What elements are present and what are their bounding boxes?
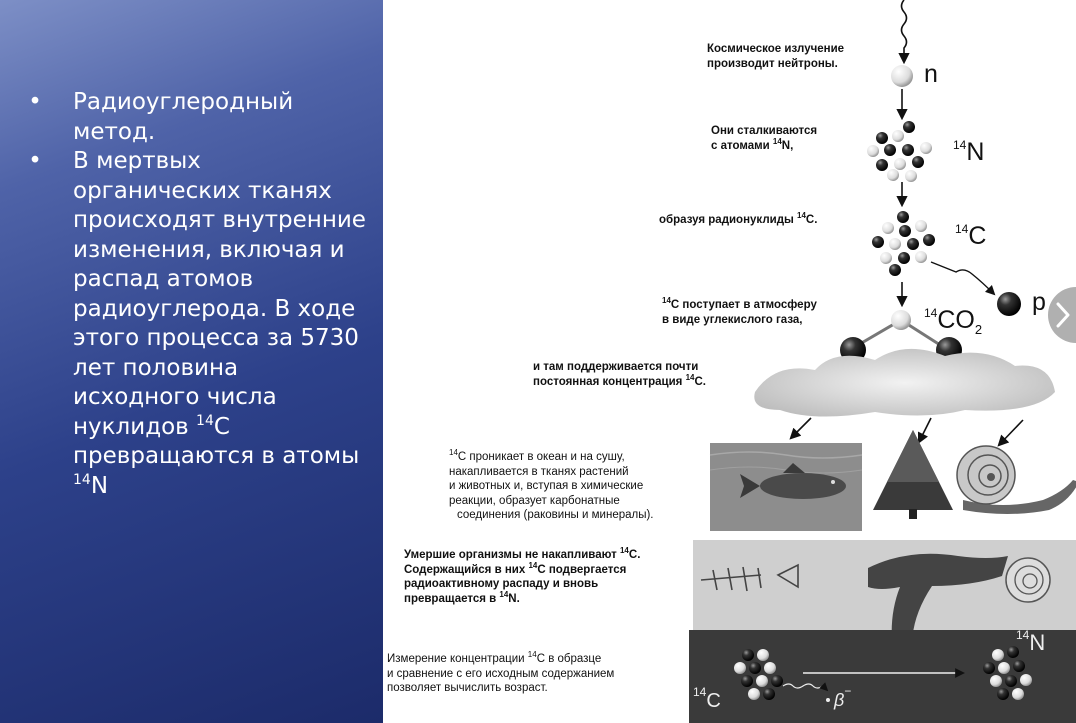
nitrogen-14-cluster — [867, 121, 932, 182]
caption-text: C. — [628, 549, 641, 561]
caption-line: накапливается в тканях растений — [449, 465, 629, 478]
subscript: 2 — [974, 322, 983, 337]
caption-text: C поступает в атмосферу — [670, 299, 817, 311]
caption-text: Содержащийся в них — [404, 563, 529, 576]
beta-symbol: β — [834, 690, 845, 710]
neutron-ball — [891, 65, 913, 87]
caption-text: превращается в — [404, 592, 500, 605]
proton-ball — [997, 292, 1021, 316]
collide-label — [711, 124, 817, 153]
caption-line: радиоактивному распаду и вновь — [404, 578, 599, 590]
diagram-panel — [383, 0, 1076, 723]
caption-text: C. — [805, 214, 818, 226]
form-label — [659, 213, 817, 228]
bullet-list — [28, 88, 368, 501]
element-symbol: N — [1029, 630, 1046, 655]
ocean-label — [449, 450, 654, 523]
bullet-item — [28, 88, 368, 147]
caption-line: в виде углекислого газа, — [662, 313, 803, 326]
caption-line: соединения (раковины и минералы). — [457, 509, 654, 521]
caption-line: Они сталкиваются — [711, 125, 818, 137]
caption-text: образуя радионуклиды — [659, 214, 798, 226]
caption-line: производит нейтроны. — [707, 57, 838, 70]
neutron-label: n — [924, 60, 938, 88]
caption-text: C проникает в океан и на сушу, — [457, 451, 625, 463]
co2-label — [924, 306, 982, 335]
bullet-text: В мертвых органических тканях происходят внутренние изменения, включая и распад атомов радиоуглерода. В ходе этого процесса за 5730 лет половина исходного числа нуклидов — [73, 148, 366, 440]
isotope-superscript: 14 — [662, 296, 671, 305]
caption-line: и там поддерживается почти — [533, 361, 699, 373]
isotope-superscript: 14 — [527, 650, 537, 659]
measurement-label — [387, 652, 614, 696]
arrow-down — [999, 420, 1023, 445]
fir-tree — [873, 430, 953, 519]
proton-arrow — [931, 262, 994, 294]
caption-line — [404, 548, 640, 563]
superscript: − — [844, 684, 852, 698]
isotope-superscript: 14 — [449, 448, 458, 457]
caption-line — [711, 136, 817, 154]
proton-label: p — [1032, 288, 1046, 316]
carbon-14-cluster — [872, 211, 935, 276]
cosmic-ray-arrow — [902, 0, 907, 62]
caption-line — [533, 372, 706, 390]
isotope-superscript: 14 — [73, 471, 91, 488]
caption-text: N, — [781, 139, 794, 152]
isotope-superscript: 14 — [693, 685, 707, 699]
isotope-superscript: 14 — [685, 372, 695, 382]
bullet-dot: • — [28, 89, 42, 115]
snail — [957, 446, 1076, 514]
isotope-superscript: 14 — [1016, 628, 1030, 642]
bullet-text: N — [90, 472, 109, 499]
element-symbol: C — [968, 222, 987, 250]
caption-line — [404, 589, 640, 607]
caption-text: постоянная концентрация — [533, 375, 686, 388]
isotope-superscript: 14 — [196, 412, 214, 429]
caption-text: Умершие организмы не накапливают — [404, 549, 620, 561]
caption-line: Космическое излучение — [707, 43, 845, 55]
caption-text: C. — [694, 375, 706, 388]
caption-text: Измерение концентрации — [387, 653, 528, 665]
caption-line: и сравнение с его исходным содержанием — [387, 667, 615, 680]
caption-line — [387, 652, 614, 667]
isotope-superscript: 14 — [528, 560, 538, 570]
nitrogen-14-label — [953, 138, 984, 167]
atmosphere-label — [662, 298, 817, 327]
bullet-item — [28, 147, 368, 501]
isotope-superscript: 14 — [619, 546, 629, 555]
bullet-dot: • — [28, 148, 42, 174]
isotope-superscript: 14 — [953, 138, 967, 152]
bullet-text: Радиоуглеродный метод. — [73, 89, 294, 145]
caption-text: C в образце — [536, 653, 602, 665]
element-symbol: CO — [937, 306, 975, 334]
radiocarbon-diagram — [383, 0, 1076, 723]
chevron-right-icon — [1055, 302, 1071, 328]
fish-in-water — [710, 443, 862, 531]
cloud-shape — [754, 349, 1055, 417]
caption-text: с атомами — [711, 139, 773, 152]
dead-organisms-label — [404, 548, 640, 606]
caption-line: и животных и, вступая в химические — [449, 480, 644, 492]
isotope-superscript: 14 — [924, 306, 938, 320]
caption-line — [449, 450, 654, 465]
element-symbol: N — [966, 138, 985, 166]
isotope-superscript: 14 — [499, 589, 509, 599]
isotope-superscript: 14 — [955, 222, 969, 236]
element-symbol: C — [706, 690, 721, 712]
beta-label — [834, 684, 852, 711]
carbon-14-label — [955, 222, 986, 251]
sample-n14-label — [1016, 630, 1045, 656]
constant-label — [533, 360, 706, 389]
caption-line — [662, 298, 817, 313]
caption-text: N. — [508, 592, 520, 605]
cosmic-label — [707, 42, 844, 71]
caption-line: реакции, образует карбонатные — [449, 494, 620, 507]
arrow-down — [791, 418, 811, 438]
bullet-text: C превращаются в атомы — [73, 413, 360, 469]
isotope-superscript: 14 — [797, 211, 806, 220]
isotope-superscript: 14 — [772, 136, 782, 146]
arrow-down — [919, 418, 931, 442]
caption-line — [404, 560, 640, 578]
caption-text: C подвергается — [537, 563, 627, 576]
slide-text-panel — [0, 0, 383, 723]
sample-c14-label — [693, 685, 721, 713]
caption-line: позволяет вычислить возраст. — [387, 682, 548, 694]
